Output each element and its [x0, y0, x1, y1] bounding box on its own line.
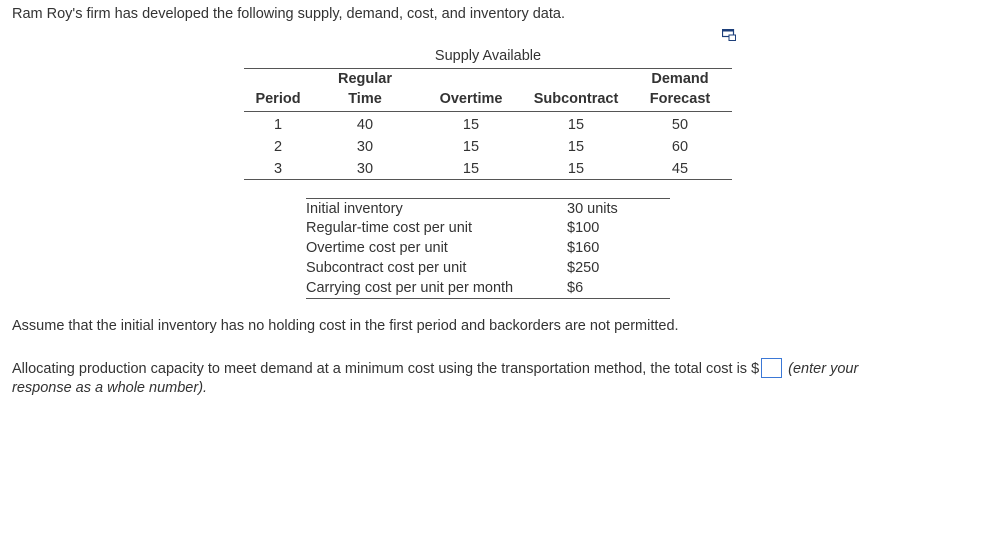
cost-top-rule	[306, 198, 670, 199]
header-period: Period	[255, 91, 301, 107]
cost-value: $100	[567, 220, 600, 236]
table-cell-regular: 30	[356, 161, 374, 177]
table-cell-period: 3	[273, 161, 283, 177]
copy-icon[interactable]	[722, 29, 736, 41]
cost-value: 30 units	[567, 201, 618, 217]
table-cell-subcontract: 15	[567, 117, 585, 133]
question-prompt: Allocating production capacity to meet demand at a minimum cost using the transportation method, the total cost is $	[12, 361, 760, 377]
cost-label: Carrying cost per unit per month	[306, 280, 514, 296]
cost-label: Subcontract cost per unit	[306, 260, 467, 276]
header-demand: Demand	[651, 71, 709, 87]
intro-text: Ram Roy's firm has developed the following supply, demand, cost, and inventory data.	[12, 6, 565, 22]
table-cell-demand: 45	[671, 161, 689, 177]
cost-label: Initial inventory	[306, 201, 403, 217]
question-hint: (enter your	[788, 361, 859, 377]
table-top-rule	[244, 68, 732, 69]
table-cell-period: 1	[273, 117, 283, 133]
header-regular: Regular	[338, 71, 392, 87]
assumption-text: Assume that the initial inventory has no holding cost in the first period and backorders are not permitted.	[12, 318, 679, 334]
table-header-rule	[244, 111, 732, 112]
table-cell-subcontract: 15	[567, 139, 585, 155]
table-cell-subcontract: 15	[567, 161, 585, 177]
cost-label: Overtime cost per unit	[306, 240, 448, 256]
header-forecast: Forecast	[649, 91, 711, 107]
table-cell-demand: 50	[671, 117, 689, 133]
question-hint-continued: response as a whole number).	[12, 380, 208, 396]
cost-value: $160	[567, 240, 600, 256]
table-cell-overtime: 15	[462, 139, 480, 155]
header-subcontract: Subcontract	[533, 91, 619, 107]
table-cell-regular: 40	[356, 117, 374, 133]
cost-label: Regular-time cost per unit	[306, 220, 473, 236]
header-overtime: Overtime	[439, 91, 503, 107]
table-cell-demand: 60	[671, 139, 689, 155]
supply-available-title: Supply Available	[434, 48, 542, 64]
header-time: Time	[348, 91, 382, 107]
table-bottom-rule	[244, 179, 732, 180]
cost-value: $6	[567, 280, 584, 296]
cost-bottom-rule	[306, 298, 670, 299]
cost-value: $250	[567, 260, 600, 276]
question-line	[12, 358, 858, 378]
table-cell-overtime: 15	[462, 161, 480, 177]
table-cell-overtime: 15	[462, 117, 480, 133]
table-cell-period: 2	[273, 139, 283, 155]
table-cell-regular: 30	[356, 139, 374, 155]
answer-input[interactable]	[761, 358, 782, 378]
